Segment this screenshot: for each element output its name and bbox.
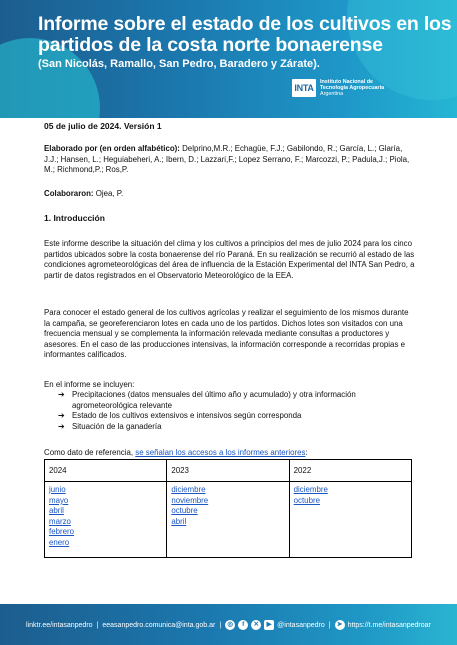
linktree-link[interactable]: linktr.ee/intasanpedro bbox=[26, 621, 93, 629]
reports-2024-cell bbox=[45, 482, 167, 558]
report-link-2022-diciembre[interactable]: diciembre bbox=[293, 485, 328, 494]
footer-separator: | bbox=[219, 621, 222, 629]
facebook-icon[interactable]: f bbox=[238, 620, 248, 630]
arrow-icon: ➔ bbox=[58, 390, 65, 399]
report-subtitle: (San Nicolás, Ramallo, San Pedro, Baradero y Zárate). bbox=[38, 58, 320, 70]
year-header-2024: 2024 bbox=[45, 460, 167, 482]
report-link-2024-febrero[interactable]: febrero bbox=[49, 527, 75, 537]
inta-logo-text bbox=[320, 79, 384, 98]
x-twitter-icon[interactable]: ✕ bbox=[251, 620, 261, 630]
report-link-2023-abril[interactable]: abril bbox=[171, 516, 187, 526]
authors-list: Delprino,M.R.; Echagüe, F.J.; Gabilondo, R.; García, L.; Glaría, J.J.; Hansen, L.; Heguiabeheri, A.; Ibern, D.; Lazzari,F.; Lopez Serrano, F.; Marcozzi, P.; Padula,J.; Piola, M.; Richmond,P.; Ros,P. bbox=[44, 144, 410, 175]
arrow-icon: ➔ bbox=[58, 421, 65, 431]
telegram-link[interactable]: https://t.me/intasanpedroar bbox=[347, 621, 431, 629]
report-link-2023-octubre[interactable]: octubre bbox=[171, 506, 198, 516]
reference-prefix: Como dato de referencia, bbox=[44, 448, 134, 457]
report-link-2024-marzo[interactable]: marzo bbox=[49, 516, 71, 526]
logo-line: Instituto Nacional de bbox=[320, 79, 374, 85]
list-item: ➔ Estado de los cultivos extensivos e intensivos según corresponda bbox=[58, 411, 302, 421]
collaborators-label: Colaboraron: bbox=[44, 189, 94, 198]
inta-logo bbox=[292, 79, 384, 98]
year-header-2023: 2023 bbox=[167, 460, 289, 482]
intro-paragraph-3: En el informe se incluyen: bbox=[44, 380, 135, 389]
inta-logo-badge: INTA bbox=[292, 79, 316, 97]
report-link-2022-octubre[interactable]: octubre bbox=[293, 495, 320, 505]
year-header-2022: 2022 bbox=[289, 460, 411, 482]
report-link-2024-mayo[interactable]: mayo bbox=[49, 495, 69, 505]
previous-reports-table bbox=[44, 459, 412, 558]
youtube-icon[interactable]: ▶ bbox=[264, 620, 274, 630]
collaborators-list: Ojea, P. bbox=[95, 189, 124, 198]
included-items-list bbox=[58, 390, 416, 432]
footer-separator: | bbox=[328, 621, 331, 629]
intro-paragraph-1: Este informe describe la situación del clima y los cultivos a principios del mes de julio 2024 para los cinco partidos ubicados sobre la costa bonaerense del río Paraná. En su realización se recurrió al estado de las condiciones agrometeorológicas del área de influencia de la Estación Experimental del INTA San Pedro, a partir de datos registrados en el Observatorio Meteorológico de la EEA. bbox=[44, 239, 415, 280]
authors-paragraph bbox=[44, 144, 416, 176]
logo-line: Argentina bbox=[320, 91, 344, 98]
intro-paragraph-2: Para conocer el estado general de los cultivos agrícolas y realizar el seguimiento de los mismos durante la campaña, se georeferenciaron lotes en cada uno de los partidos. Dichos lotes son visitados con una frecuencia mensual y se complementa la información relevada mediante consultas a productores y asesores. En el caso de las producciones intensivas, la información corresponde a recorridas propias e informantes calificados. bbox=[44, 308, 409, 360]
reports-2023-cell bbox=[167, 482, 289, 558]
previous-reports-link[interactable]: se señalan los accesos a los informes anteriores bbox=[135, 448, 306, 457]
reference-suffix: : bbox=[305, 448, 308, 457]
report-link-2024-enero[interactable]: enero bbox=[49, 537, 70, 547]
telegram-icon[interactable]: ➤ bbox=[335, 620, 345, 630]
table-header-row bbox=[45, 460, 412, 482]
report-link-2023-diciembre[interactable]: diciembre bbox=[171, 485, 206, 494]
report-link-2024-abril[interactable]: abril bbox=[49, 506, 64, 516]
footer-separator: | bbox=[96, 621, 99, 629]
report-link-2023-noviembre[interactable]: noviembre bbox=[171, 495, 209, 505]
email-link[interactable]: eeasanpedro.comunica@inta.gob.ar bbox=[102, 621, 216, 629]
collaborators-paragraph bbox=[44, 189, 123, 200]
list-item: ➔ Situación de la ganadería bbox=[58, 421, 162, 431]
authors-label: Elaborado por (en orden alfabético): bbox=[44, 144, 180, 153]
section-heading-introduccion: 1. Introducción bbox=[44, 213, 105, 223]
report-link-2024-junio[interactable]: junio bbox=[49, 485, 66, 494]
contact-footer bbox=[0, 604, 457, 645]
list-item: ➔ Precipitaciones (datos mensuales del último año y acumulado) y otra información agrometeorológica relevante bbox=[58, 390, 356, 410]
table-row bbox=[45, 482, 412, 558]
reference-line bbox=[44, 448, 308, 459]
reports-2022-cell bbox=[289, 482, 411, 558]
report-header bbox=[0, 0, 457, 118]
date-version: 05 de julio de 2024. Versión 1 bbox=[44, 121, 162, 131]
footer-contact-row bbox=[26, 620, 431, 630]
social-handle[interactable]: @intasanpedro bbox=[277, 621, 325, 629]
report-title: Informe sobre el estado de los cultivos en los partidos de la costa norte bonaerense bbox=[38, 13, 452, 56]
instagram-icon[interactable]: ◎ bbox=[225, 620, 235, 630]
arrow-icon: ➔ bbox=[58, 411, 65, 421]
logo-line: Tecnología Agropecuaria bbox=[320, 85, 385, 92]
